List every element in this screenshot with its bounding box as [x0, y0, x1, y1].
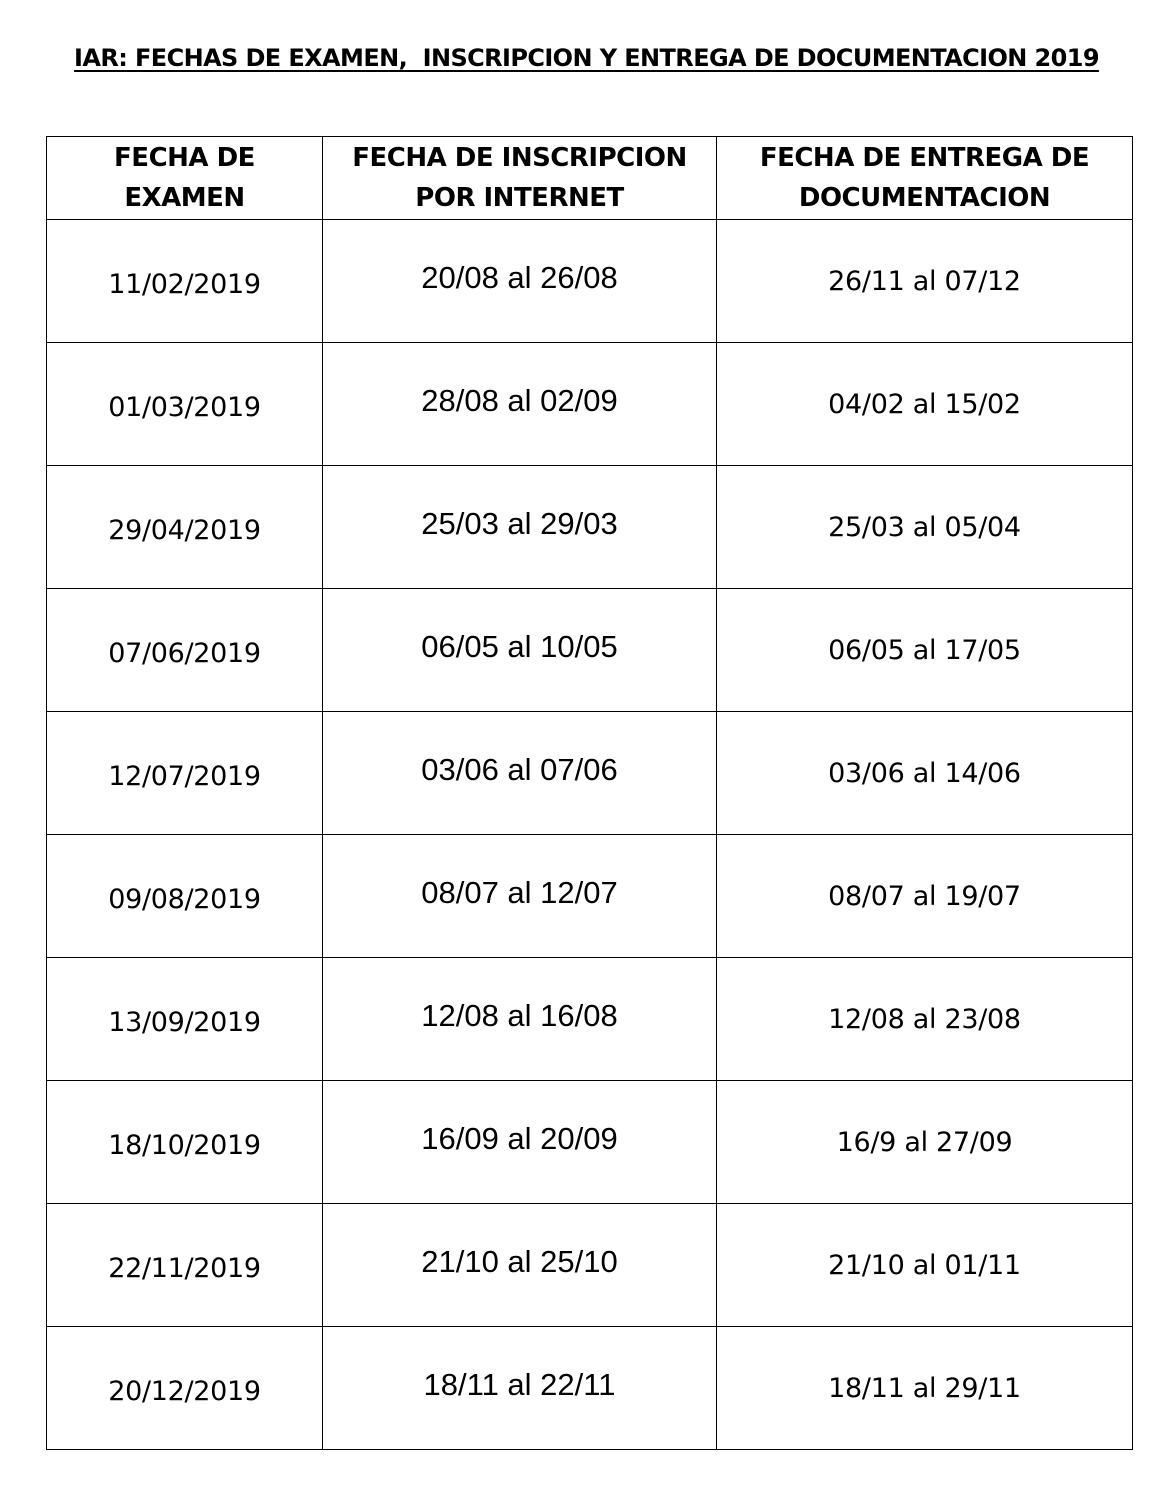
inscription-period: 16/09 al 20/09 [421, 1121, 618, 1156]
document-delivery-cell [717, 220, 1133, 343]
exam-date-cell [47, 958, 323, 1081]
exam-date: 20/12/2019 [108, 1375, 261, 1407]
exam-date-cell [47, 1081, 323, 1204]
table-row [47, 1081, 1133, 1204]
inscription-period: 25/03 al 29/03 [421, 506, 618, 541]
table-row [47, 712, 1133, 835]
exam-date: 07/06/2019 [108, 637, 261, 669]
table-header-row [47, 137, 1133, 220]
document-delivery-cell [717, 835, 1133, 958]
exam-date: 29/04/2019 [108, 514, 261, 546]
inscription-period-cell [323, 1081, 717, 1204]
document-delivery-cell [717, 1081, 1133, 1204]
document-delivery-period: 06/05 al 17/05 [828, 634, 1021, 666]
exam-schedule-table [46, 136, 1133, 1450]
table-row [47, 466, 1133, 589]
exam-date-cell [47, 712, 323, 835]
header-fecha-inscripcion [323, 137, 717, 220]
header-line: EXAMEN [124, 183, 245, 213]
document-delivery-cell [717, 958, 1133, 1081]
table-row [47, 835, 1133, 958]
document-delivery-cell [717, 1204, 1133, 1327]
table-row [47, 220, 1133, 343]
table-row [47, 958, 1133, 1081]
inscription-period-cell [323, 466, 717, 589]
inscription-period: 28/08 al 02/09 [421, 383, 618, 418]
exam-date: 13/09/2019 [108, 1006, 261, 1038]
header-fecha-entrega [717, 137, 1133, 220]
inscription-period-cell [323, 343, 717, 466]
document-delivery-cell [717, 1327, 1133, 1450]
document-delivery-period: 21/10 al 01/11 [828, 1249, 1021, 1281]
exam-date: 11/02/2019 [108, 268, 261, 300]
document-delivery-cell [717, 589, 1133, 712]
exam-date-cell [47, 1327, 323, 1450]
header-fecha-examen [47, 137, 323, 220]
document-delivery-period: 04/02 al 15/02 [828, 388, 1021, 420]
document-delivery-cell [717, 466, 1133, 589]
inscription-period: 20/08 al 26/08 [421, 260, 618, 295]
document-delivery-period: 03/06 al 14/06 [828, 757, 1021, 789]
document-delivery-period: 25/03 al 05/04 [828, 511, 1021, 543]
inscription-period-cell [323, 589, 717, 712]
header-line: FECHA DE INSCRIPCION [352, 143, 687, 173]
inscription-period-cell [323, 712, 717, 835]
document-delivery-period: 16/9 al 27/09 [836, 1126, 1013, 1158]
inscription-period: 08/07 al 12/07 [421, 875, 618, 910]
inscription-period-cell [323, 1327, 717, 1450]
exam-date-cell [47, 466, 323, 589]
exam-date-cell [47, 220, 323, 343]
header-line: FECHA DE [114, 143, 255, 173]
document-delivery-period: 08/07 al 19/07 [828, 880, 1021, 912]
inscription-period: 21/10 al 25/10 [421, 1244, 618, 1279]
exam-date: 18/10/2019 [108, 1129, 261, 1161]
document-delivery-period: 18/11 al 29/11 [828, 1372, 1021, 1404]
exam-date: 22/11/2019 [108, 1252, 261, 1284]
inscription-period-cell [323, 220, 717, 343]
inscription-period: 06/05 al 10/05 [421, 629, 618, 664]
document-delivery-period: 26/11 al 07/12 [828, 265, 1021, 297]
exam-date: 01/03/2019 [108, 391, 261, 423]
exam-date-cell [47, 589, 323, 712]
inscription-period-cell [323, 1204, 717, 1327]
table-row [47, 343, 1133, 466]
document-delivery-period: 12/08 al 23/08 [828, 1003, 1021, 1035]
exam-date: 09/08/2019 [108, 883, 261, 915]
exam-date-cell [47, 343, 323, 466]
page-title-text: IAR: FECHAS DE EXAMEN, INSCRIPCION Y ENTREGA DE DOCUMENTACION 2019 [74, 44, 1099, 72]
document-delivery-cell [717, 712, 1133, 835]
exam-date-cell [47, 835, 323, 958]
inscription-period: 18/11 al 22/11 [423, 1367, 616, 1402]
table-row [47, 1327, 1133, 1450]
header-line: DOCUMENTACION [798, 183, 1051, 213]
exam-date: 12/07/2019 [108, 760, 261, 792]
header-line: FECHA DE ENTREGA DE [759, 143, 1090, 173]
table-row [47, 1204, 1133, 1327]
page-title [0, 38, 1173, 78]
header-line: POR INTERNET [415, 183, 624, 213]
inscription-period: 12/08 al 16/08 [421, 998, 618, 1033]
document-delivery-cell [717, 343, 1133, 466]
inscription-period-cell [323, 835, 717, 958]
exam-date-cell [47, 1204, 323, 1327]
table-row [47, 589, 1133, 712]
inscription-period-cell [323, 958, 717, 1081]
inscription-period: 03/06 al 07/06 [421, 752, 618, 787]
